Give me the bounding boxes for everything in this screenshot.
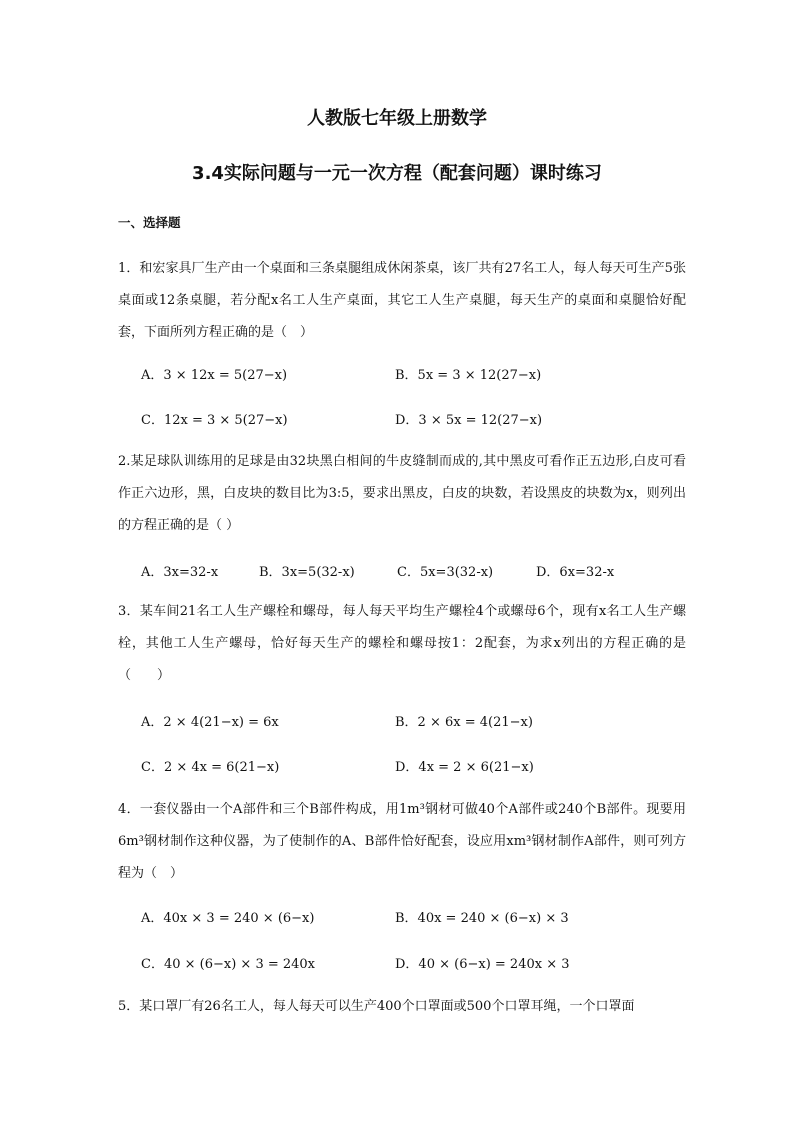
question-3-option-d: D．4x = 2 × 6(21−x) (395, 760, 534, 775)
question-3-option-a: A．2 × 4(21−x) = 6x (141, 715, 279, 730)
question-2-option-a: A．3x=32-x (141, 565, 219, 580)
section-heading: 一、选择题 (118, 215, 181, 230)
question-1-option-a: A．3 × 12x = 5(27−x) (141, 368, 288, 383)
question-3-option-c: C．2 × 4x = 6(21−x) (141, 760, 280, 775)
question-4-option-b: B．40x = 240 × (6−x) × 3 (395, 911, 569, 926)
question-2-option-d: D．6x=32-x (536, 565, 615, 580)
question-4-option-c: C．40 × (6−x) × 3 = 240x (141, 957, 316, 972)
document-title: 人教版七年级上册数学 (307, 108, 487, 129)
question-4-option-d: D．40 × (6−x) = 240x × 3 (395, 957, 570, 972)
question-2-option-b: B．3x=5(32-x) (259, 565, 355, 580)
question-5: 5．某口罩厂有26名工人，每人每天可以生产400个口罩面或500个口罩耳绳，一个口罩面 (118, 999, 635, 1014)
question-1-option-d: D．3 × 5x = 12(27−x) (395, 413, 543, 428)
question-2: 2.某足球队训练用的足球是由32块黑白相间的牛皮缝制而成的,其中黑皮可看作正五边形,白皮可看作正六边形，黑，白皮块的数目比为3:5，要求出黑皮，白皮的块数，若设黑皮的块数为x，则列出的方程正确的是（ ） (118, 454, 686, 533)
question-4: 4．一套仪器由一个A部件和三个B部件构成，用1m³钢材可做40个A部件或240个B部件。现要用6m³钢材制作这种仪器，为了使制作的A、B部件恰好配套，设应用xm³钢材制作A部件，则可列方程为（ ） (118, 802, 686, 881)
question-1-option-c: C．12x = 3 × 5(27−x) (141, 413, 288, 428)
question-3-option-b: B．2 × 6x = 4(21−x) (395, 715, 533, 730)
question-1: 1．和宏家具厂生产由一个桌面和三条桌腿组成休闲茶桌，该厂共有27名工人，每人每天可生产5张桌面或12条桌腿，若分配x名工人生产桌面，其它工人生产桌腿，每天生产的桌面和桌腿恰好配套，下面所列方程正确的是（ ） (118, 261, 686, 340)
question-4-option-a: A．40x × 3 = 240 × (6−x) (141, 911, 315, 926)
question-3: 3．某车间21名工人生产螺栓和螺母，每人每天平均生产螺栓4个或螺母6个，现有x名工人生产螺栓，其他工人生产螺母，恰好每天生产的螺栓和螺母按1：2配套，为求x列出的方程正确的是（ ） (118, 604, 686, 683)
question-1-option-b: B．5x = 3 × 12(27−x) (395, 368, 542, 383)
document-subtitle: 3.4实际问题与一元一次方程（配套问题）课时练习 (192, 163, 602, 184)
question-2-option-c: C．5x=3(32-x) (397, 565, 494, 580)
